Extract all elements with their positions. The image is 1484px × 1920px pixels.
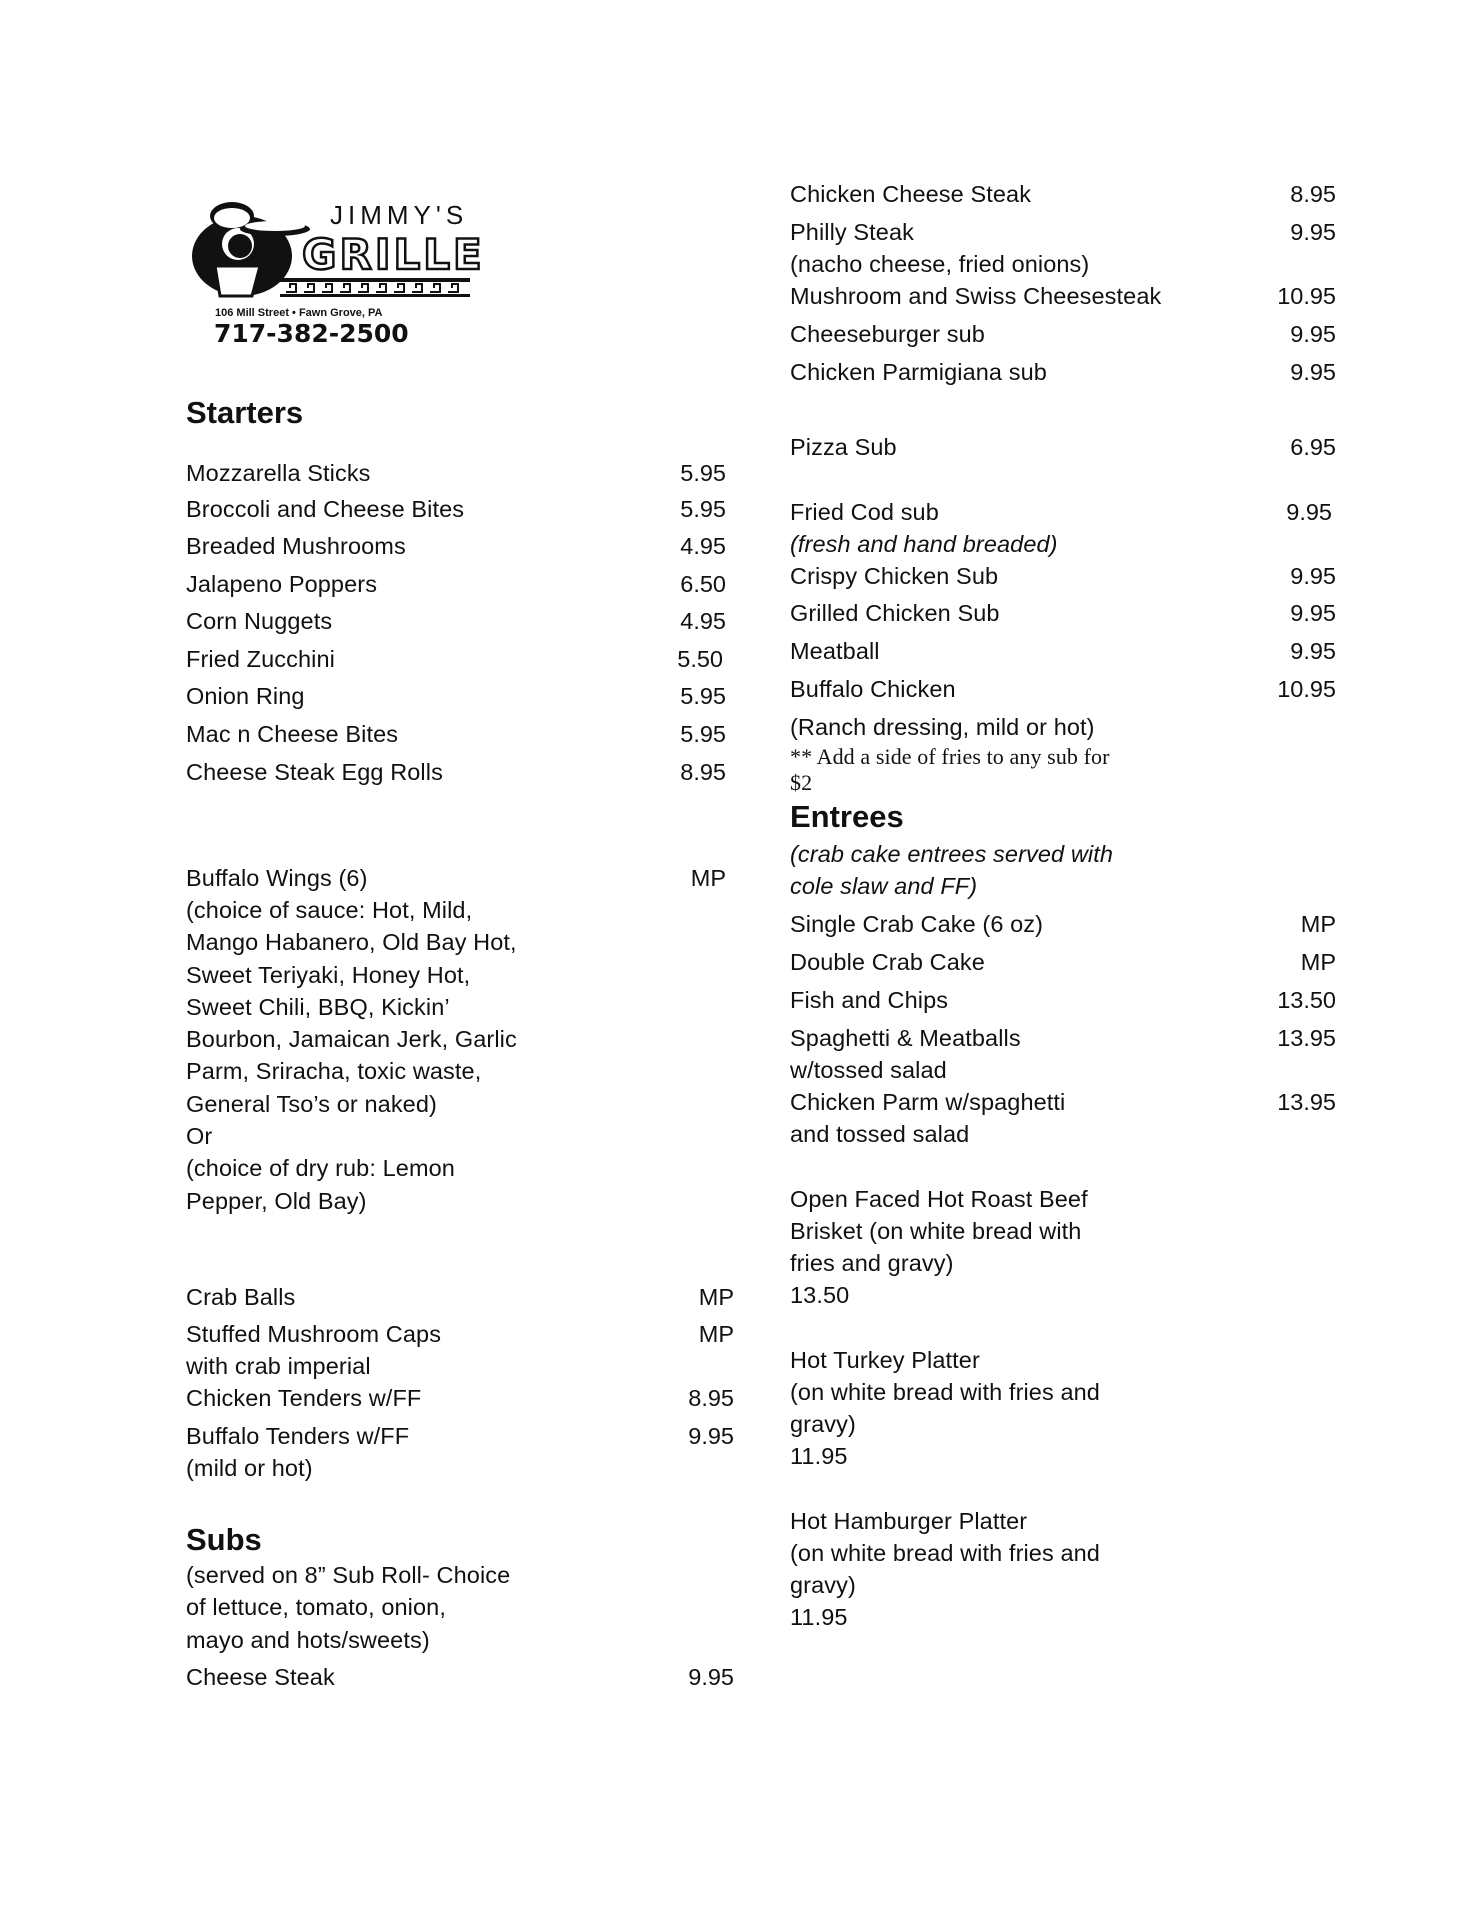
menu-item-name: Spaghetti & Meatballs	[790, 1025, 1021, 1051]
menu-item-name: Chicken Parmigiana sub	[790, 359, 1047, 385]
wings-desc-line: Sweet Teriyaki, Honey Hot,	[186, 962, 471, 988]
menu-item-price: 9.95	[1290, 563, 1336, 589]
menu-item-desc: (fresh and hand breaded)	[790, 531, 1058, 557]
starters-heading: Starters	[186, 395, 304, 430]
roast-beef-line: fries and gravy)	[790, 1250, 954, 1276]
menu-item-desc: and tossed salad	[790, 1121, 970, 1147]
menu-item-desc: w/tossed salad	[790, 1057, 947, 1083]
menu-item-price: 13.95	[1277, 1089, 1336, 1115]
menu-item-desc: (mild or hot)	[186, 1455, 313, 1481]
menu-item-name: Mushroom and Swiss Cheesesteak	[790, 283, 1162, 309]
menu-item-name: Mac n Cheese Bites	[186, 721, 399, 747]
menu-item-name: Meatball	[790, 638, 880, 664]
menu-item-name: Crab Balls	[186, 1284, 296, 1310]
menu-item-name: Chicken Cheese Steak	[790, 181, 1032, 207]
menu-item-price: 5.95	[680, 721, 726, 747]
wings-desc-line: (choice of sauce: Hot, Mild,	[186, 897, 473, 923]
turkey-line: Hot Turkey Platter	[790, 1347, 980, 1373]
restaurant-logo	[180, 196, 500, 346]
menu-item-desc: with crab imperial	[186, 1353, 371, 1379]
menu-item-price: 6.50	[680, 571, 726, 597]
menu-item-price: 8.95	[1290, 181, 1336, 207]
menu-item-name: Double Crab Cake	[790, 949, 985, 975]
menu-item-price: 4.95	[680, 608, 726, 634]
menu-item-price: 8.95	[688, 1385, 734, 1411]
menu-item-desc: (Ranch dressing, mild or hot)	[790, 714, 1095, 740]
menu-item-name: Grilled Chicken Sub	[790, 600, 1000, 626]
menu-item-price: 13.50	[1277, 987, 1336, 1013]
menu-item-name: Cheeseburger sub	[790, 321, 985, 347]
hamburger-line: gravy)	[790, 1572, 856, 1598]
menu-item-price: 9.95	[1290, 638, 1336, 664]
menu-item-price: 9.95	[688, 1664, 734, 1690]
logo-name-top: JIMMY'S	[330, 200, 469, 230]
menu-item-price: 9.95	[688, 1423, 734, 1449]
menu-item-price: MP	[1300, 911, 1336, 937]
menu-item-desc: (nacho cheese, fried onions)	[790, 251, 1090, 277]
menu-item-name: Stuffed Mushroom Caps	[186, 1321, 442, 1347]
wings-desc-line: General Tso’s or naked)	[186, 1091, 437, 1117]
menu-item-price: 5.95	[680, 460, 726, 486]
roast-beef-price: 13.50	[790, 1282, 850, 1308]
subs-desc-line: mayo and hots/sweets)	[186, 1627, 430, 1653]
menu-item-price: 9.95	[1290, 600, 1336, 626]
menu-item-price: 10.95	[1277, 676, 1336, 702]
menu-item-price: 5.95	[680, 496, 726, 522]
menu-item-name: Pizza Sub	[790, 434, 897, 460]
subs-desc-line: (served on 8” Sub Roll- Choice	[186, 1562, 511, 1588]
menu-item-price: 9.95	[1290, 321, 1336, 347]
menu-item-name: Crispy Chicken Sub	[790, 563, 999, 589]
turkey-price: 11.95	[790, 1443, 848, 1469]
logo-name-main: GRILLE	[302, 230, 485, 279]
menu-item-price: 9.95	[1290, 359, 1336, 385]
subs-heading: Subs	[186, 1522, 262, 1557]
menu-item-name: Corn Nuggets	[186, 608, 333, 634]
menu-item-price: MP	[690, 865, 726, 891]
menu-item-price: 6.95	[1290, 434, 1336, 460]
chef-logo-icon	[180, 196, 500, 346]
menu-item-name: Cheese Steak Egg Rolls	[186, 759, 443, 785]
menu-item-name: Onion Ring	[186, 683, 305, 709]
menu-item-name: Fried Zucchini	[186, 646, 335, 672]
menu-item-name: Mozzarella Sticks	[186, 460, 371, 486]
menu-item-name: Fried Cod sub	[790, 499, 939, 525]
menu-item-price: 8.95	[680, 759, 726, 785]
menu-item-name: Fish and Chips	[790, 987, 949, 1013]
turkey-line: gravy)	[790, 1411, 856, 1437]
menu-item-name: Single Crab Cake (6 oz)	[790, 911, 1044, 937]
menu-item-price: MP	[698, 1284, 734, 1310]
menu-item-name: Broccoli and Cheese Bites	[186, 496, 465, 522]
menu-item-price: MP	[1300, 949, 1336, 975]
entrees-desc-line: cole slaw and FF)	[790, 873, 978, 899]
wings-desc-line: Parm, Sriracha, toxic waste,	[186, 1058, 482, 1084]
menu-item-price: MP	[698, 1321, 734, 1347]
wings-desc-line: Or	[186, 1123, 213, 1149]
turkey-line: (on white bread with fries and	[790, 1379, 1100, 1405]
menu-item-price: 9.95	[1286, 499, 1332, 525]
menu-item-name: Buffalo Wings (6)	[186, 865, 368, 891]
menu-item-name: Buffalo Tenders w/FF	[186, 1423, 410, 1449]
subs-desc-line: of lettuce, tomato, onion,	[186, 1594, 446, 1620]
hamburger-line: Hot Hamburger Platter	[790, 1508, 1028, 1534]
wings-desc-line: Bourbon, Jamaican Jerk, Garlic	[186, 1026, 517, 1052]
wings-desc-line: Pepper, Old Bay)	[186, 1188, 367, 1214]
hamburger-price: 11.95	[790, 1604, 848, 1630]
wings-desc-line: Mango Habanero, Old Bay Hot,	[186, 929, 517, 955]
wings-desc-line: (choice of dry rub: Lemon	[186, 1155, 455, 1181]
menu-item-name: Buffalo Chicken	[790, 676, 956, 702]
menu-item-name: Jalapeno Poppers	[186, 571, 378, 597]
entrees-desc-line: (crab cake entrees served with	[790, 841, 1114, 867]
menu-item-name: Chicken Tenders w/FF	[186, 1385, 422, 1411]
wings-desc-line: Sweet Chili, BBQ, Kickin’	[186, 994, 450, 1020]
fries-note: ** Add a side of fries to any sub for	[790, 744, 1110, 769]
menu-item-price: 5.50	[677, 646, 723, 672]
menu-item-price: 5.95	[680, 683, 726, 709]
hamburger-line: (on white bread with fries and	[790, 1540, 1100, 1566]
menu-item-price: 4.95	[680, 533, 726, 559]
roast-beef-line: Brisket (on white bread with	[790, 1218, 1082, 1244]
fries-note-price: $2	[790, 770, 813, 795]
menu-item-name: Breaded Mushrooms	[186, 533, 406, 559]
menu-item-price: 10.95	[1277, 283, 1336, 309]
roast-beef-line: Open Faced Hot Roast Beef	[790, 1186, 1088, 1212]
logo-phone: 717-382-2500	[214, 319, 409, 346]
logo-address: 106 Mill Street • Fawn Grove, PA	[215, 307, 383, 319]
menu-item-price: 13.95	[1277, 1025, 1336, 1051]
menu-item-name: Philly Steak	[790, 219, 914, 245]
menu-item-name: Cheese Steak	[186, 1664, 335, 1690]
menu-item-price: 9.95	[1290, 219, 1336, 245]
menu-item-name: Chicken Parm w/spaghetti	[790, 1089, 1066, 1115]
entrees-heading: Entrees	[790, 799, 904, 834]
